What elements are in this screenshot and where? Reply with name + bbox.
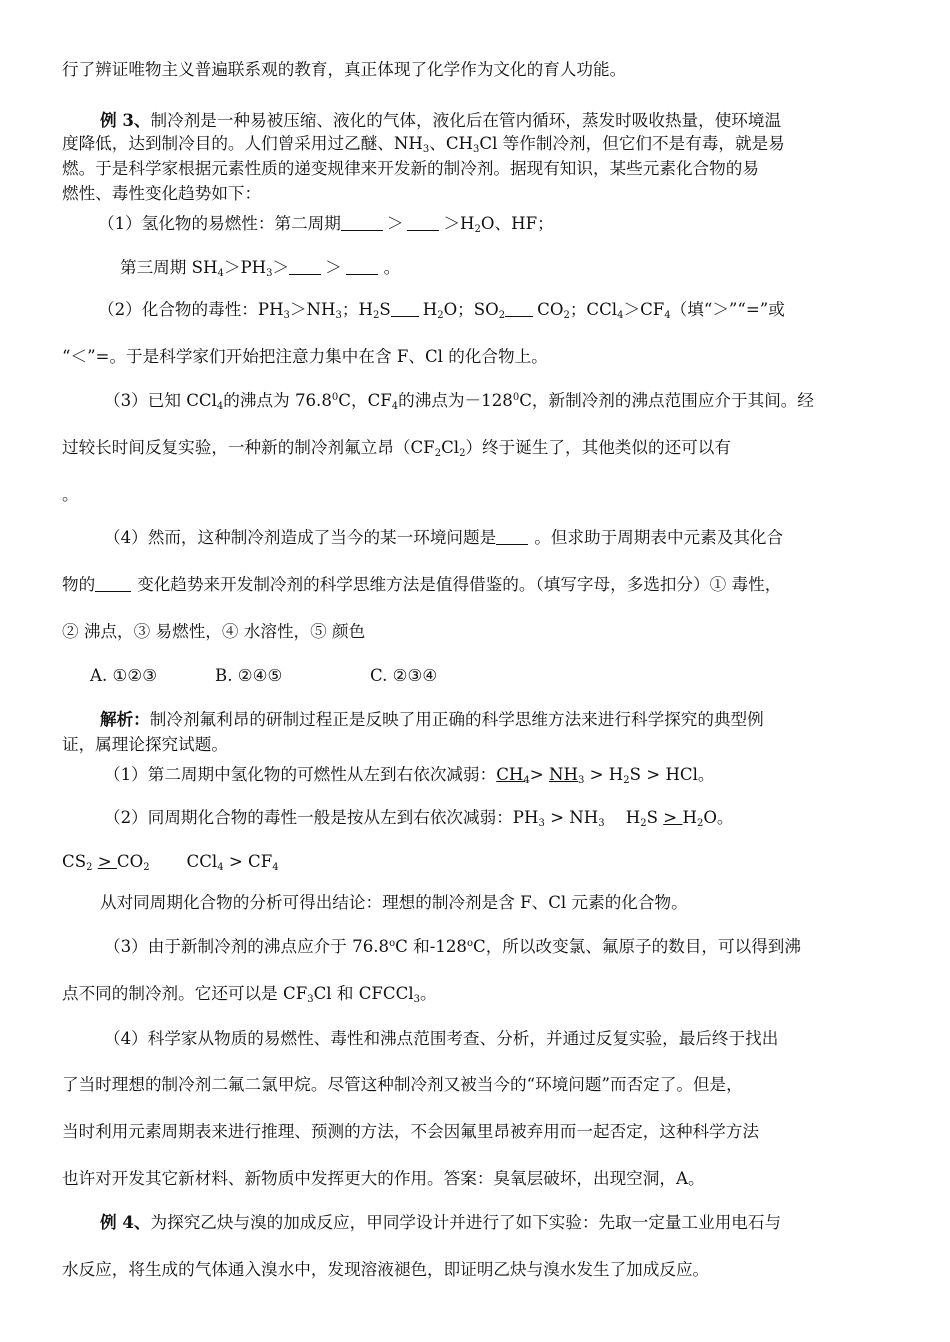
text: B. ②④⑤ xyxy=(215,666,283,685)
subscript: 2 xyxy=(459,448,466,459)
option-c xyxy=(370,664,437,688)
subscript: 2 xyxy=(86,862,93,873)
text: > xyxy=(529,765,549,784)
text: 的沸点为－128 xyxy=(398,391,513,410)
option-a xyxy=(90,664,157,688)
text: （2）化合物的毒性：PH xyxy=(98,300,284,319)
text: （3）已知 CCl xyxy=(104,391,217,410)
text: S > HCl。 xyxy=(629,765,715,784)
answer-blank[interactable] xyxy=(496,529,528,545)
text: 。 xyxy=(383,258,401,277)
text: Cl xyxy=(441,438,460,457)
text-line xyxy=(62,1120,759,1144)
text: 为探究乙炔与溴的加成反应，甲同学设计并进行了如下实验：先取一定量工业用电石与 xyxy=(150,1213,782,1232)
subscript: 2 xyxy=(372,310,380,321)
text: > H xyxy=(584,765,624,784)
text: C，新制冷剂的沸点范围应介于其间。经 xyxy=(519,391,814,410)
text: （填“＞”“=”或 xyxy=(670,300,785,319)
subscript: 3 xyxy=(473,144,480,155)
question-2-line xyxy=(98,298,785,322)
superscript: o xyxy=(466,938,474,949)
subscript: 2 xyxy=(563,310,570,321)
text: （3）由于新制冷剂的沸点应介于 76.8 xyxy=(104,937,390,956)
text-line xyxy=(62,483,79,507)
text-line xyxy=(62,58,626,82)
text: 行了辨证唯物主义普遍联系观的教育，真正体现了化学作为文化的育人功能。 xyxy=(62,60,627,79)
text: C，所以改变氯、氟原子的数目，可以得到沸 xyxy=(473,937,801,956)
text-line xyxy=(62,620,365,644)
text: ② 沸点，③ 易燃性，④ 水溶性，⑤ 颜色 xyxy=(62,622,366,641)
text: 。但求助于周期表中元素及其化合 xyxy=(534,528,784,547)
text-line xyxy=(62,436,731,460)
subscript: 3 xyxy=(335,310,342,321)
option-b xyxy=(215,664,282,688)
analysis-step-4 xyxy=(104,1027,778,1051)
text: （1）氢化物的易燃性：第二周期 xyxy=(98,214,341,233)
analysis-step-3 xyxy=(104,935,801,959)
text: 燃。于是科学家根据元素性质的递变规律来开发新的制冷剂。据现有知识，某些元素化合物的易 xyxy=(62,159,759,178)
text: H xyxy=(604,808,641,827)
text: 物的 xyxy=(62,575,96,594)
text: 也许对开发其它新材料、新物质中发挥更大的作用。答案：臭氧层破坏，出现空洞，A。 xyxy=(62,1169,705,1188)
text: CCl xyxy=(149,852,218,871)
subscript: 4 xyxy=(272,862,279,873)
text: S xyxy=(646,808,664,827)
text: 从对同周期化合物的分析可得出结论：理想的制冷剂是含 F、Cl 元素的化合物。 xyxy=(100,893,688,912)
subscript: 3 xyxy=(307,994,314,1005)
text: H xyxy=(422,300,438,319)
text-line xyxy=(62,850,279,874)
text: （1）第二周期中氢化物的可燃性从左到右依次减弱： xyxy=(104,765,497,784)
analysis-label: 解析： xyxy=(100,709,150,729)
text: CO xyxy=(116,852,144,871)
superscript: 0 xyxy=(512,392,520,403)
text: > NH xyxy=(544,808,599,827)
text: 了当时理想的制冷剂二氟二氯甲烷。尽管这种制冷剂又被当今的“环境问题”而否定了。但是， xyxy=(62,1075,743,1094)
question-1-line-b xyxy=(120,256,400,280)
text: C 和-128 xyxy=(395,937,467,956)
subscript: 4 xyxy=(217,268,224,279)
example-4-label: 例 4、 xyxy=(100,1212,151,1232)
text-line xyxy=(62,573,781,597)
text: 制冷剂是一种易被压缩、液化的气体，液化后在管内循环，蒸发时吸收热量，使环境温 xyxy=(150,111,782,130)
example-3-line xyxy=(100,108,781,133)
text: O、HF； xyxy=(480,214,554,233)
text-line xyxy=(100,891,688,915)
text: Cl 等作制冷剂，但它们不是有毒，就是易 xyxy=(479,134,785,153)
subscript: 3 xyxy=(283,310,290,321)
text-line xyxy=(62,1073,743,1097)
text: H xyxy=(682,808,697,827)
subscript: 2 xyxy=(696,818,704,829)
text: （2）同周期化合物的毒性一般是按从左到右依次减弱：PH xyxy=(104,808,539,827)
answer-blank[interactable] xyxy=(95,576,131,592)
text-line xyxy=(62,132,785,156)
subscript: 3 xyxy=(266,268,273,279)
subscript: 4 xyxy=(216,401,224,412)
text: A. ①②③ xyxy=(90,666,158,685)
subscript: 3 xyxy=(577,775,585,786)
analysis-step-1 xyxy=(104,763,715,787)
text-line xyxy=(62,182,261,206)
text: ＞PH xyxy=(223,258,267,277)
subscript: 3 xyxy=(598,818,605,829)
text: > CF xyxy=(223,852,273,871)
text: 、CH xyxy=(429,134,474,153)
text: ＞NH xyxy=(289,300,336,319)
text: 过较长时间反复实验，一种新的制冷剂氟立昂（CF xyxy=(62,438,435,457)
text: ；CCl xyxy=(569,300,618,319)
text: CO xyxy=(537,300,564,319)
question-4-line xyxy=(104,526,783,550)
text-line xyxy=(62,982,437,1006)
analysis-step-2 xyxy=(104,806,734,830)
subscript: 2 xyxy=(498,310,506,321)
subscript: 2 xyxy=(143,862,150,873)
text-line xyxy=(62,157,759,181)
text: ＞CF xyxy=(623,300,665,319)
text: NH xyxy=(548,765,578,784)
text: O；SO xyxy=(443,300,499,319)
text: ）终于诞生了，其他类似的还可以有 xyxy=(465,438,731,457)
text: ＞H xyxy=(443,214,475,233)
text-line xyxy=(62,345,548,369)
text: Cl 和 CFCCl xyxy=(313,984,414,1003)
subscript: 2 xyxy=(623,775,630,786)
subscript: 4 xyxy=(391,401,399,412)
text: 证，属理论探究试题。 xyxy=(62,735,228,754)
subscript: 3 xyxy=(422,144,430,155)
text: ＞ xyxy=(325,258,342,277)
text: 度降低，达到制冷目的。人们曾采用过乙醚、NH xyxy=(62,134,423,153)
text: C. ②③④ xyxy=(370,666,438,685)
text: 燃性、毒性变化趋势如下： xyxy=(62,184,262,203)
text-line xyxy=(62,733,228,757)
example-3-label: 例 3、 xyxy=(100,110,151,130)
subscript: 2 xyxy=(437,310,444,321)
text: ＞ xyxy=(272,258,290,277)
text: CH xyxy=(496,765,524,784)
text: ＞ xyxy=(386,214,404,233)
subscript: 3 xyxy=(538,818,545,829)
text: （4）科学家从物质的易燃性、毒性和沸点范围考查、分析，并通过反复实验，最后终于找出 xyxy=(104,1029,779,1048)
subscript: 2 xyxy=(474,224,481,235)
answer-blank[interactable] xyxy=(289,259,321,275)
text: 。 xyxy=(62,485,79,504)
text: > xyxy=(97,852,117,871)
answer-blank[interactable] xyxy=(505,301,533,317)
subscript: 4 xyxy=(523,775,530,786)
question-3-line xyxy=(104,389,814,413)
text: 当时利用元素周期表来进行推理、预测的方法，不会因氟里昂被弃用而一起否定，这种科学方法 xyxy=(62,1122,759,1141)
subscript: 4 xyxy=(617,310,624,321)
superscript: 0 xyxy=(331,392,339,403)
subscript: 3 xyxy=(413,994,421,1005)
analysis-line xyxy=(100,707,764,732)
text: S xyxy=(379,300,391,319)
question-1-line xyxy=(98,212,554,236)
text: 。 xyxy=(420,984,437,1003)
text: 第三周期 SH xyxy=(120,258,218,277)
answer-blank[interactable] xyxy=(346,259,378,275)
answer-blank[interactable] xyxy=(407,215,439,231)
text: “＜”=。于是科学家们开始把注意力集中在含 F、Cl 的化合物上。 xyxy=(62,347,548,366)
answer-blank[interactable] xyxy=(341,215,383,231)
superscript: o xyxy=(389,938,396,949)
subscript: 4 xyxy=(664,310,671,321)
text: ；H xyxy=(341,300,373,319)
text-line xyxy=(62,1167,705,1191)
text xyxy=(496,765,530,784)
text: 的沸点为 76.8 xyxy=(223,391,332,410)
example-4-line xyxy=(100,1210,781,1235)
text: > xyxy=(663,808,683,827)
text: CS xyxy=(62,852,87,871)
text: 水反应，将生成的气体通入溴水中，发现溶液褪色，即证明乙炔与溴水发生了加成反应。 xyxy=(62,1260,710,1279)
text: 变化趋势来开发制冷剂的科学思维方法是值得借鉴的。（填写字母，多选扣分）① 毒性， xyxy=(137,575,782,594)
answer-blank[interactable] xyxy=(391,301,419,317)
text xyxy=(549,765,584,784)
subscript: 4 xyxy=(217,862,224,873)
text-line xyxy=(62,1258,709,1282)
text: 制冷剂氟利昂的研制过程正是反映了用正确的科学思维方法来进行科学探究的典型例 xyxy=(149,710,764,729)
text: C，CF xyxy=(338,391,392,410)
subscript: 2 xyxy=(640,818,647,829)
text: 点不同的制冷剂。它还可以是 CF xyxy=(62,984,308,1003)
text: （4）然而，这种制冷剂造成了当今的某一环境问题是 xyxy=(104,528,497,547)
subscript: 2 xyxy=(434,448,442,459)
text: O。 xyxy=(703,808,734,827)
